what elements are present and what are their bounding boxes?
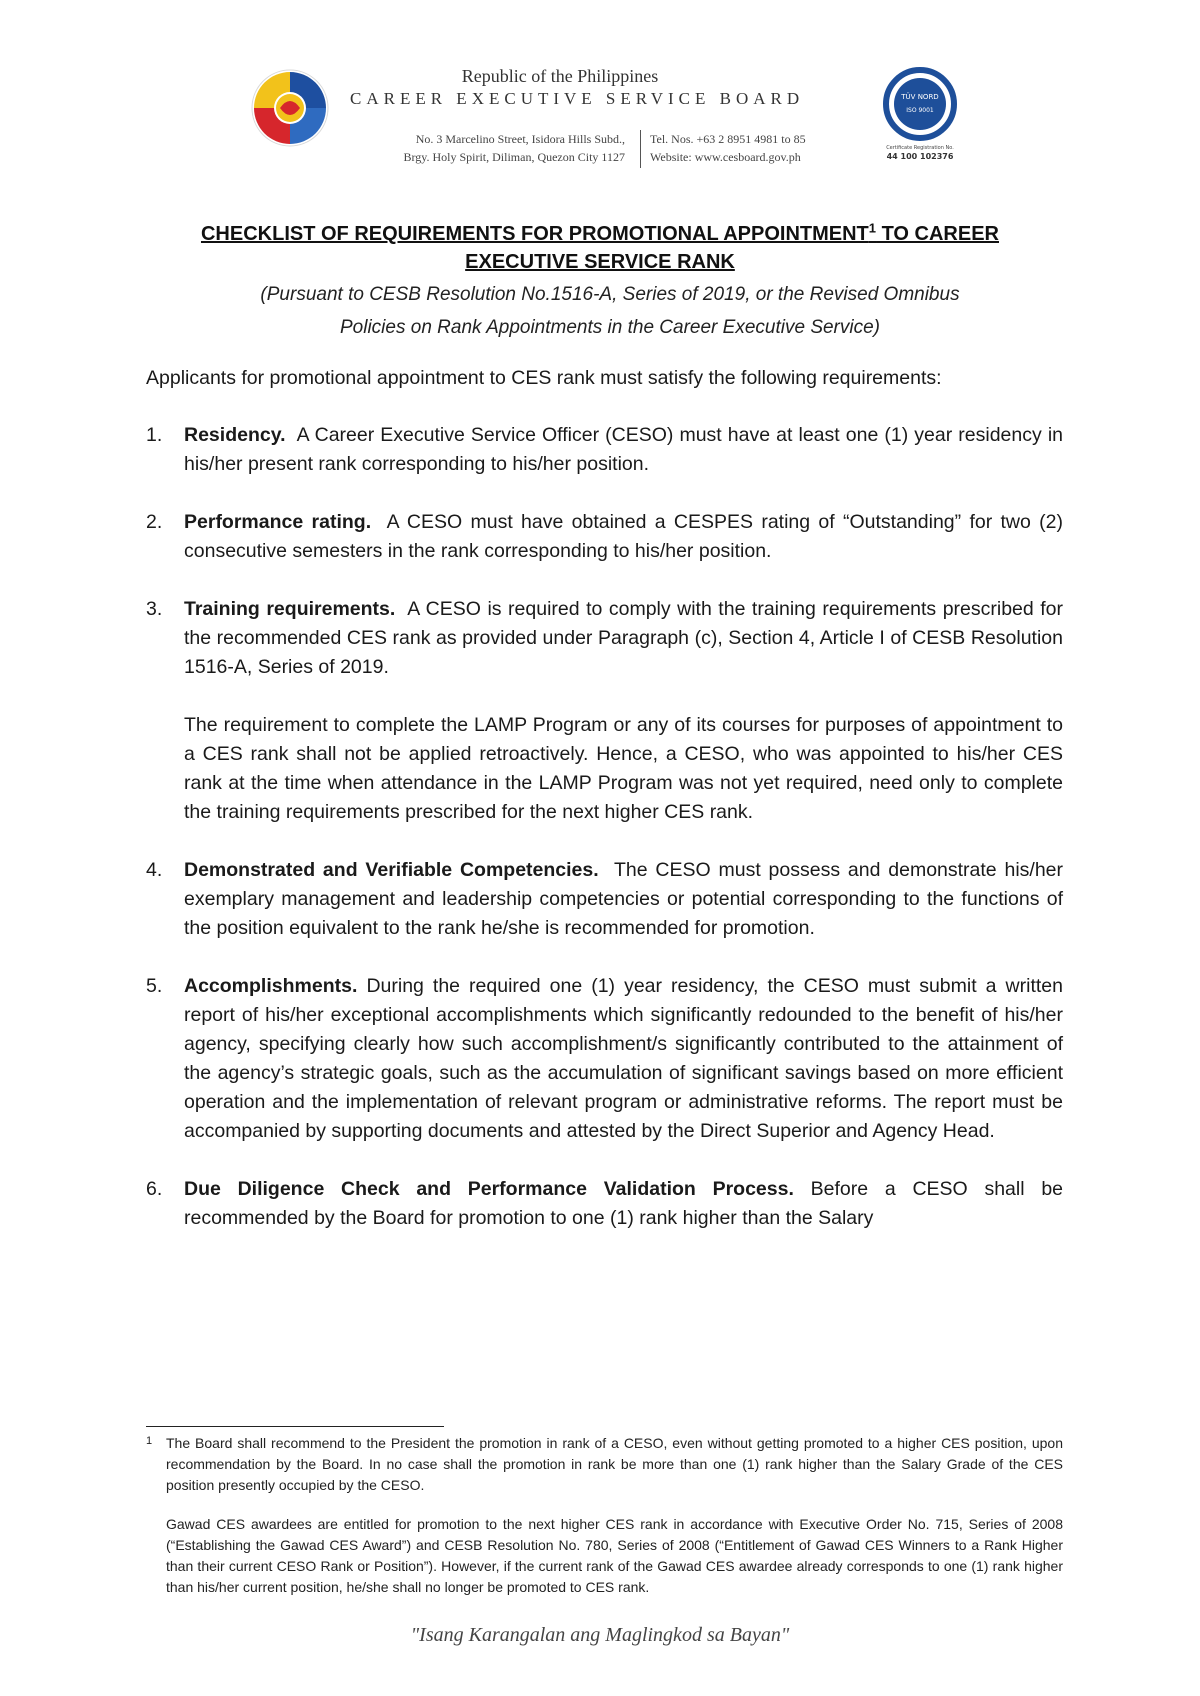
requirement-text: A CESO must have obtained a CESPES rating of “Outstanding” for two (2) consecutive semesters in the rank corresponding to his/her position.	[184, 511, 1063, 562]
address-line-1: No. 3 Marcelino Street, Isidora Hills Subd.,	[415, 132, 625, 146]
requirement-extra-paragraph: The requirement to complete the LAMP Program or any of its courses for purposes of appointment to a CES rank shall not be applied retroactively. Hence, a CESO, who was appointed to his/her CES rank at the time when attendance in the LAMP Program was not yet required, need only to complete the training requirements prescribed for the next higher CES rank.	[184, 714, 1063, 823]
requirement-item	[146, 595, 1063, 827]
intro-paragraph: Applicants for promotional appointment to CES rank must satisfy the following requirements:	[146, 367, 942, 389]
requirement-item	[146, 1175, 1063, 1233]
cert-number-text: 44 100 102376	[886, 152, 954, 161]
requirement-text: The CESO must possess and demonstrate his/her exemplary management and leadership competencies or potential corresponding to the functions of the position equivalent to the rank he/she is recommended for promotion.	[184, 859, 1064, 939]
iso-certification-icon	[880, 66, 960, 166]
letterhead-divider	[640, 130, 641, 168]
board-name: CAREER EXECUTIVE SERVICE BOARD	[350, 89, 805, 108]
requirement-number: 2.	[146, 511, 163, 533]
requirement-heading: Performance rating.	[184, 511, 372, 533]
footer-motto: "Isang Karangalan ang Maglingkod sa Bayan"	[410, 1624, 790, 1646]
address-line-2: Brgy. Holy Spirit, Diliman, Quezon City 1127	[403, 150, 625, 164]
requirement-item	[146, 856, 1063, 943]
footnote	[146, 1433, 1063, 1598]
requirement-number: 1.	[146, 424, 163, 446]
requirement-item	[146, 508, 1063, 566]
requirement-text: During the required one (1) year residency, the CESO must submit a written report of his/her exceptional accomplishments which significantly redounded to the benefit of his/her agency, specifying clearly how such accomplishment/s significantly contributed to the attainment of the agency’s strategic goals, such as the accumulation of significant savings based on more efficient operation and the implementation of relevant program or administrative reforms. The report must be accompanied by supporting documents and attested by the Direct Superior and Agency Head.	[184, 975, 1063, 1142]
subtitle-line-2: Policies on Rank Appointments in the Career Executive Service)	[340, 317, 880, 338]
telephone: Tel. Nos. +63 2 8951 4981 to 85	[650, 132, 806, 146]
document-body	[146, 364, 1063, 1262]
requirement-number: 5.	[146, 975, 163, 997]
footnote-mark: 1	[146, 1435, 153, 1447]
requirements-list	[146, 421, 1063, 1233]
footnote-paragraph-2: Gawad CES awardees are entitled for promotion to the next higher CES rank in accordance with Executive Order No. 715, Series of 2008 (“Establishing the Gawad CES Award”) and CESB Resolution No. 780, Series of 2008 (“Entitlement of Gawad CES Winners to a Rank Higher than their current CESO Rank or Position”). However, if the current rank of the Gawad CES awardee already corresponds to one (1) rank higher than his/her current position, he/she shall no longer be promoted to CES rank.	[166, 1516, 1063, 1595]
requirement-number: 4.	[146, 859, 163, 881]
requirement-text: Before a CESO shall be recommended by the Board for promotion to one (1) rank higher than the Salary	[184, 1178, 1064, 1229]
cert-label-text: Certificate Registration No.	[886, 145, 954, 151]
title-line-1-end: TO CAREER	[876, 223, 999, 245]
document-subtitle	[150, 278, 1070, 344]
requirement-heading: Training requirements.	[184, 598, 396, 620]
requirement-heading: Accomplishments.	[184, 975, 358, 997]
letterhead	[250, 66, 970, 176]
requirement-heading: Due Diligence Check and Performance Validation Process.	[184, 1178, 794, 1200]
requirement-heading: Demonstrated and Verifiable Competencies.	[184, 859, 599, 881]
requirement-text: A CESO is required to comply with the training requirements prescribed for the recommended CES rank as provided under Paragraph (c), Section 4, Article I of CESB Resolution 1516-A, Series of 2019.	[184, 598, 1063, 678]
requirement-heading: Residency.	[184, 424, 286, 446]
title-footnote-ref: 1	[868, 220, 877, 236]
requirement-item	[146, 421, 1063, 479]
requirement-item	[146, 972, 1063, 1146]
cesb-logo-icon	[250, 68, 330, 148]
contact-block	[650, 130, 870, 166]
address-block	[350, 130, 625, 166]
title-line-1: CHECKLIST OF REQUIREMENTS FOR PROMOTIONAL APPOINTMENT	[200, 223, 869, 245]
requirement-number: 3.	[146, 598, 163, 620]
subtitle-line-1: (Pursuant to CESB Resolution No.1516-A, Series of 2019, or the Revised Omnibus	[260, 284, 960, 305]
cert-iso-text: ISO 9001	[906, 107, 934, 114]
republic-heading: Republic of the Philippines	[461, 66, 659, 86]
website: Website: www.cesboard.gov.ph	[650, 150, 801, 164]
requirement-number: 6.	[146, 1178, 163, 1200]
footnote-divider	[146, 1426, 444, 1427]
footnote-paragraph-1: The Board shall recommend to the President the promotion in rank of a CESO, even without getting promoted to a higher CES position, upon recommendation by the Board. In no case shall the promotion in rank be more than one (1) rank higher than the Salary Grade of the CES position presently occupied by the CESO.	[166, 1435, 1063, 1493]
document-title	[140, 220, 1060, 276]
requirement-text: A Career Executive Service Officer (CESO) must have at least one (1) year residency in his/her present rank corresponding to his/her position.	[184, 424, 1063, 475]
title-line-2: EXECUTIVE SERVICE RANK	[465, 251, 735, 273]
cert-badge-text: TÜV NORD	[901, 93, 939, 101]
